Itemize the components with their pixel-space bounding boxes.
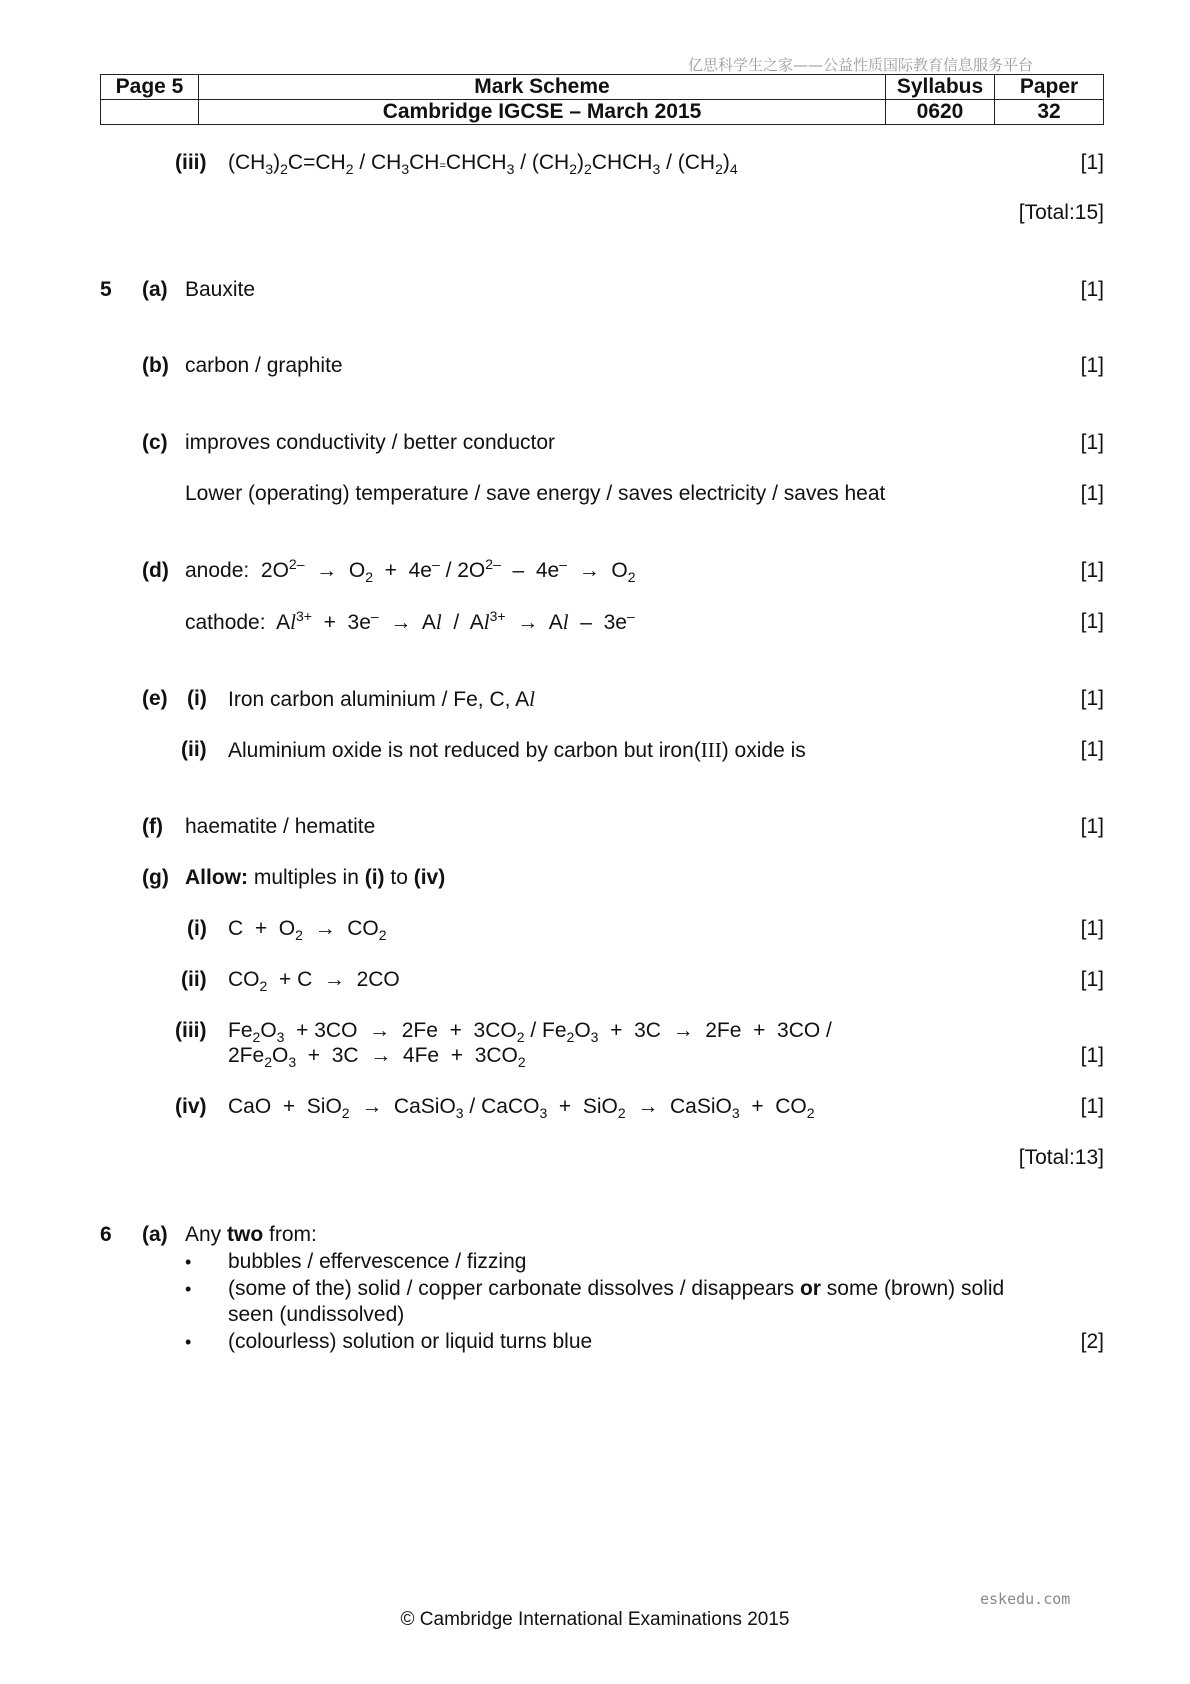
q4-total: [Total:15] [1018, 201, 1104, 224]
q5g-iii-equation-2: $2Fe_2O_3 + 3C \to 4Fe + 3CO_2$ [228, 1044, 526, 1071]
q5g-label: (g) [142, 866, 169, 889]
q5e-i-text: Iron carbon aluminium / Fe, C, A [228, 688, 530, 711]
q5g-iv-label: (iv) [175, 1095, 207, 1118]
q5e-ii-text-b: ) oxide is [721, 739, 806, 762]
q5c-answer-1: improves conductivity / better conductor [185, 431, 556, 454]
q5c-answer-2: Lower (operating) temperature / save energy / saves electricity / saves heat [185, 482, 886, 505]
footer-copyright: © Cambridge International Examinations 2015 [400, 1609, 790, 1630]
allow-label: Allow: [185, 866, 248, 889]
any-text: Any [185, 1223, 228, 1246]
q5b-label: (b) [142, 354, 169, 377]
q5e-ii-label: (ii) [181, 738, 207, 761]
watermark-top: 亿思科学生之家——公益性质国际教育信息服务平台 [688, 56, 1034, 74]
syllabus-code: 0620 [886, 100, 995, 125]
q6a-instruction [185, 1222, 317, 1248]
paper-number: 32 [995, 100, 1104, 125]
q5e-ii-text-a: Aluminium oxide is not reduced by carbon but iron( [228, 739, 701, 762]
page-number: Page 5 [101, 75, 199, 100]
bullet2-text-a: (some of the) solid / copper carbonate dissolves / disappears [228, 1277, 800, 1300]
q5g-iv-equation: CaO + SiO$_2$ → CaSiO$_3$ / CaCO$_3$ + SiO$_2$ → CaSiO$_3$ + $CO_2$ [228, 1095, 815, 1122]
or-text: or [799, 1277, 821, 1300]
q5e-ii-answer [228, 737, 806, 764]
q5f-mark: [1] [1080, 815, 1104, 838]
q5c-mark-1: [1] [1080, 431, 1104, 454]
q6a-bullet-2-cont: seen (undissolved) [228, 1303, 405, 1326]
anode-label: anode: [185, 559, 250, 582]
paper-label: Paper [995, 75, 1104, 100]
q5d-cathode: cathode: $Al^{3+} + 3e^- \to Al / Al^{3+} \to Al - 3e^-$ [185, 608, 635, 634]
q5g-ii-equation: $CO_2 + C \to 2CO$ [228, 968, 400, 995]
q5b-mark: [1] [1080, 354, 1104, 377]
bullet-icon: • [185, 1332, 192, 1352]
from-text: from: [263, 1223, 317, 1246]
q5a-mark: [1] [1080, 278, 1104, 301]
q5a-answer: Bauxite [185, 278, 256, 301]
q5e-label: (e) [142, 687, 168, 710]
q5g-iii-equation-1: $Fe_2O_3 + 3CO \to 2Fe + 3CO_2 / Fe_2O_3 + 3C \to 2Fe + 3CO$ / [228, 1019, 832, 1046]
q6a-label: (a) [142, 1223, 168, 1246]
ref-iv: (iv) [413, 866, 446, 889]
q5d-mark-1: [1] [1080, 559, 1104, 582]
q4-iii-label: (iii) [175, 151, 207, 174]
bullet-icon: • [185, 1252, 192, 1272]
q5e-i-mark: [1] [1080, 687, 1104, 710]
q5e-i-answer: Iron carbon aluminium / Fe, C, Al [228, 687, 535, 711]
bullet2-text-b: some (brown) solid [820, 1277, 1005, 1300]
syllabus-label: Syllabus [886, 75, 995, 100]
q5-total: [Total:13] [1018, 1146, 1104, 1169]
q5f-answer: haematite / hematite [185, 815, 376, 838]
q5e-i-label: (i) [187, 687, 207, 710]
q6a-bullet-1: bubbles / effervescence / fizzing [228, 1250, 527, 1273]
q6a-mark: [2] [1080, 1330, 1104, 1353]
q5b-answer: carbon / graphite [185, 354, 343, 377]
to-text: to [384, 866, 414, 889]
header-table [100, 74, 1104, 125]
blank-cell [101, 100, 199, 125]
q4-iii-formulae: $(CH_3)_2C=CH_2$ / $CH_3CH=CHCH_3$ / $(CH_2)_2CHCH_3 / (CH_2)_4$ [228, 151, 738, 178]
q5d-anode: anode: $2O^{2-} \to O_2 + 4e^- / 2O^{2-} - 4e^- \to O_2$ [185, 556, 636, 586]
bullet-icon: • [185, 1279, 192, 1299]
q5d-mark-2: [1] [1080, 610, 1104, 633]
q5c-label: (c) [142, 431, 168, 454]
ref-i: (i) [364, 866, 385, 889]
q5g-ii-label: (ii) [181, 968, 207, 991]
q5f-label: (f) [142, 815, 163, 838]
cathode-label: cathode: [185, 611, 266, 634]
q5g-instruction [185, 865, 445, 891]
q5g-i-mark: [1] [1080, 917, 1104, 940]
multiples-text: multiples in [248, 866, 365, 889]
q5g-iii-label: (iii) [175, 1019, 207, 1042]
q5-number: 5 [100, 278, 112, 301]
q5g-i-equation: $C + O_2 \to CO_2$ [228, 917, 387, 944]
q6-number: 6 [100, 1223, 112, 1246]
q6a-bullet-3: (colourless) solution or liquid turns blue [228, 1330, 593, 1353]
q5g-iv-mark: [1] [1080, 1095, 1104, 1118]
two-text: two [227, 1223, 264, 1246]
q5c-mark-2: [1] [1080, 482, 1104, 505]
q5d-label: (d) [142, 559, 169, 582]
roman-numeral: III [700, 738, 722, 762]
q5g-i-label: (i) [187, 917, 207, 940]
q4-iii-mark: [1] [1080, 151, 1104, 174]
q5g-ii-mark: [1] [1080, 968, 1104, 991]
exam-title: Cambridge IGCSE – March 2015 [199, 100, 886, 125]
q5e-ii-mark: [1] [1080, 738, 1104, 761]
q6a-bullet-2 [228, 1276, 1004, 1302]
q5a-label: (a) [142, 278, 168, 301]
mark-scheme-title: Mark Scheme [199, 75, 886, 100]
q5g-iii-mark: [1] [1080, 1044, 1104, 1067]
watermark-bottom: eskedu.com [980, 1590, 1071, 1608]
